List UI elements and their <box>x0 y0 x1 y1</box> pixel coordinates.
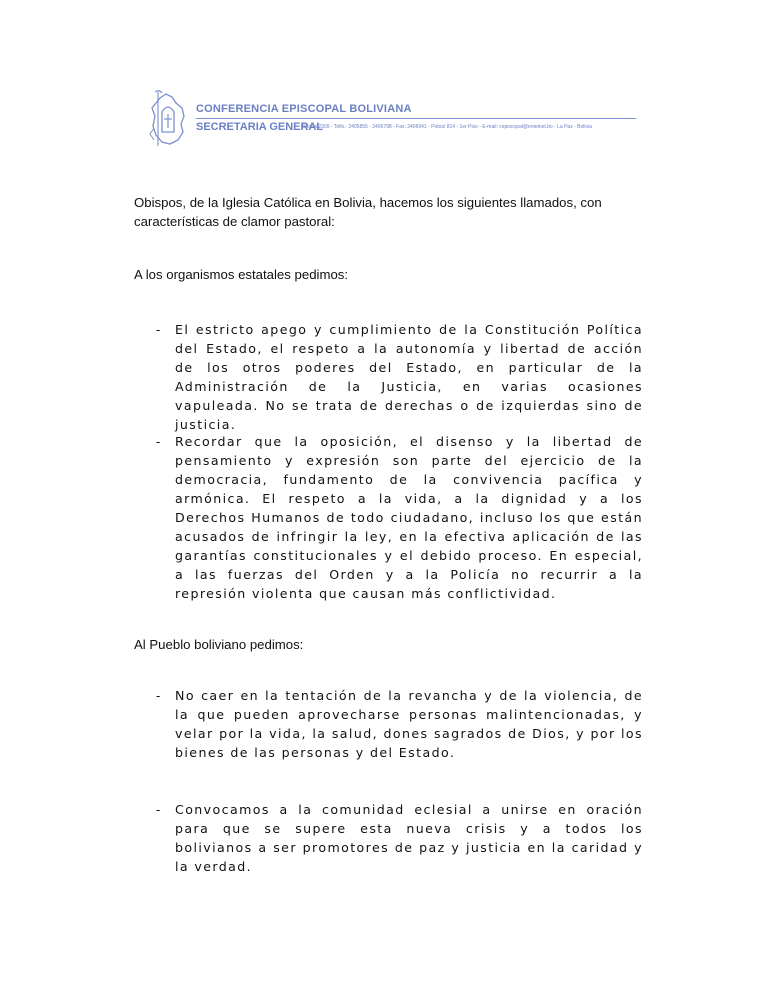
letterhead-rule <box>196 118 636 119</box>
state-section-heading: A los organismos estatales pedimos: <box>134 267 349 282</box>
bullet-marker: - <box>156 802 161 817</box>
org-name: CONFERENCIA EPISCOPAL BOLIVIANA <box>196 103 412 115</box>
bolivia-map-bishop-logo-icon <box>146 88 190 150</box>
list-item-text: No caer en la tentación de la revancha y de la violencia, de la que pueden aprovecharse personas malintencionadas, y velar por la vida, la salud, dones sagrados de Dios, y por los bienes de las personas y del Estado. <box>175 688 643 760</box>
letterhead <box>146 88 636 150</box>
contact-info: Casilla 2309 - Telfs.: 2405855 - 2406798 - Fax: 2406941 - Potosí 814 - 1er Piso - E-mail: cepiscopal@entelnet.bo - La Paz - Bolivia <box>302 124 592 130</box>
list-item-text: Recordar que la oposición, el disenso y la libertad de pensamiento y expresión son parte del ejercicio de la democracia, fundamento de la convivencia pacífica y armónica. El respeto a la vida, a la dignidad y a los Derechos Humanos de todo ciudadano, incluso los que están acusados de infringir la ley, en la efectiva aplicación de las garantías constitucionales y el debido proceso. En especial, a las fuerzas del Orden y a la Policía no recurrir a la represión violenta que causan más conflictividad. <box>175 434 643 601</box>
people-section-heading: Al Pueblo boliviano pedimos: <box>134 637 304 652</box>
bullet-marker: - <box>156 322 161 337</box>
list-item-text: El estricto apego y cumplimiento de la Constitución Política del Estado, el respeto a la autonomía y libertad de acción de los otros poderes del Estado, en particular de la Administración de la Justicia, en varias ocasiones vapuleada. No se trata de derechas o de izquierdas sino de justicia. <box>175 322 643 432</box>
intro-paragraph: Obispos, de la Iglesia Católica en Bolivia, hacemos los siguientes llamados, con características de clamor pastoral: <box>134 195 602 229</box>
bullet-marker: - <box>156 434 161 449</box>
list-item-text: Convocamos a la comunidad eclesial a unirse en oración para que se supere esta nueva crisis y a todos los bolivianos a ser promotores de paz y justicia en la caridad y la verdad. <box>175 802 643 874</box>
bullet-marker: - <box>156 688 161 703</box>
secretaria-title: SECRETARIA GENERAL <box>196 121 324 133</box>
